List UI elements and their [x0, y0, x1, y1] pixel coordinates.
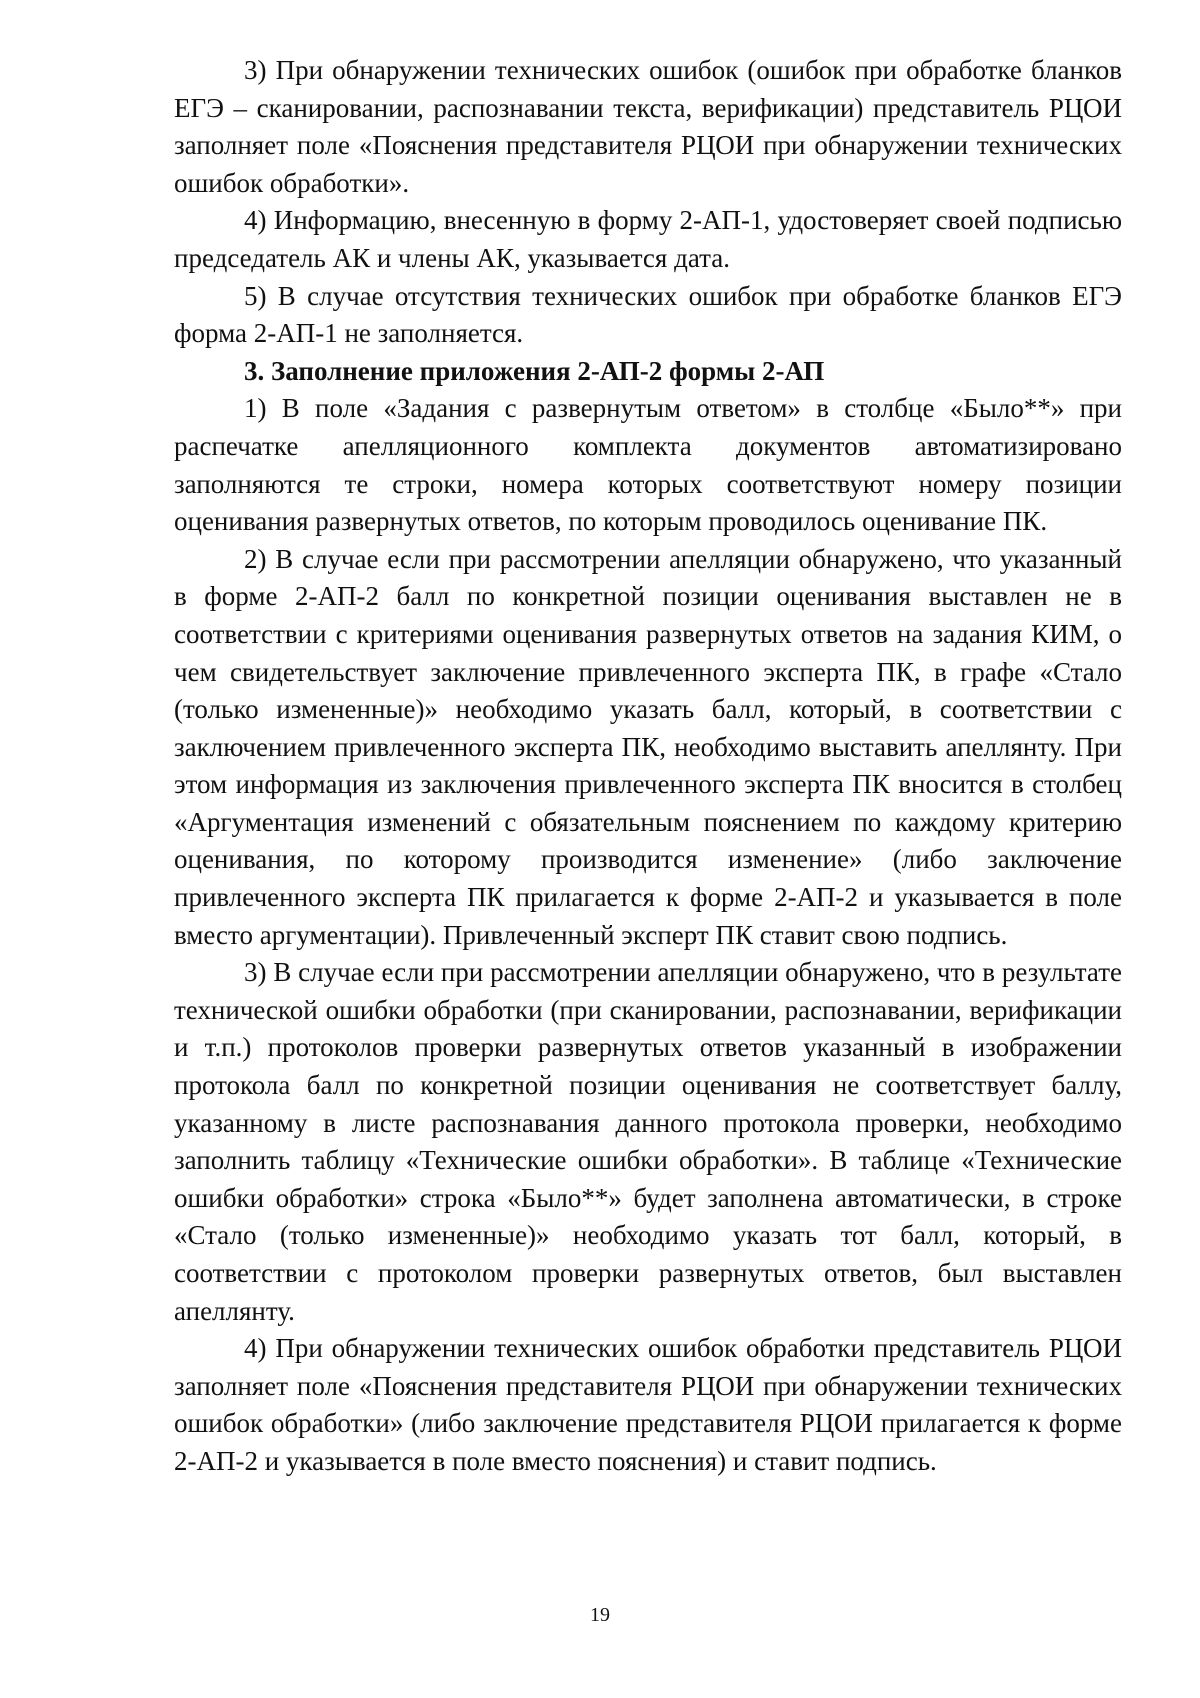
paragraph-item-3-technical-errors: 3) При обнаружении технических ошибок (ошибок при обработке бланков ЕГЭ – сканировании, распознавании текста, верификации) представитель РЦОИ заполняет поле «Пояснения представителя РЦОИ при обнаружении технических ошибок обработки». [174, 55, 1122, 198]
paragraph-item-4-signature: 4) Информацию, внесенную в форму 2-АП-1, удостоверяет своей подписью председатель АК и члены АК, указывается дата. [174, 205, 1122, 273]
paragraph-item-5-no-errors: 5) В случае отсутствия технических ошибок при обработке бланков ЕГЭ форма 2-АП-1 не заполняется. [174, 280, 1122, 349]
paragraph-section-item-3: 3) В случае если при рассмотрении апелляции обнаружено, что в результате технической ошибки обработки (при сканировании, распознавании, верификации и т.п.) протоколов проверки развернутых ответов указанный в изображении протокола балл по конкретной позиции оценивания не соответствует баллу, указанному в листе распознавания данного протокола проверки, необходимо заполнить таблицу «Технические ошибки обработки». В таблице «Технические ошибки обработки» строка «Было**» будет заполнена автоматически, в строке «Стало (только измененные)» необходимо указать тот балл, который, в соответствии с протоколом проверки развернутых ответов, был выставлен апеллянту. [174, 957, 1122, 1326]
paragraph-section-item-4: 4) При обнаружении технических ошибок обработки представитель РЦОИ заполняет поле «Пояснения представителя РЦОИ при обнаружении технических ошибок обработки» (либо заключение представителя РЦОИ прилагается к форме 2-АП-2 и указывается в поле вместо пояснения) и ставит подпись. [174, 1333, 1122, 1476]
section-heading: 3. Заполнение приложения 2-АП-2 формы 2-АП [244, 355, 825, 386]
page-number: 19 [590, 1604, 610, 1626]
document-page [174, 52, 1122, 1481]
paragraph-section-item-2: 2) В случае если при рассмотрении апелляции обнаружено, что указанный в форме 2-АП-2 балл по конкретной позиции оценивания выставлен не в соответствии с критериями оценивания развернутых ответов на задания КИМ, о чем свидетельствует заключение привлеченного эксперта ПК, в графе «Стало (только измененные)» необходимо указать балл, который, в соответствии с заключением привлеченного эксперта ПК, необходимо выставить апеллянту. При этом информация из заключения привлеченного эксперта ПК вносится в столбец «Аргументация изменений с обязательным пояснением по каждому критерию оценивания, по которому производится изменение» (либо заключение привлеченного эксперта ПК прилагается к форме 2-АП-2 и указывается в поле вместо аргументации). Привлеченный эксперт ПК ставит свою подпись. [174, 543, 1122, 950]
paragraph-section-item-1: 1) В поле «Задания с развернутым ответом» в столбце «Было**» при распечатке апелляционного комплекта документов автоматизировано заполняются те строки, номера которых соответствуют номеру позиции оценивания развернутых ответов, по которым проводилось оценивание ПК. [174, 393, 1122, 537]
